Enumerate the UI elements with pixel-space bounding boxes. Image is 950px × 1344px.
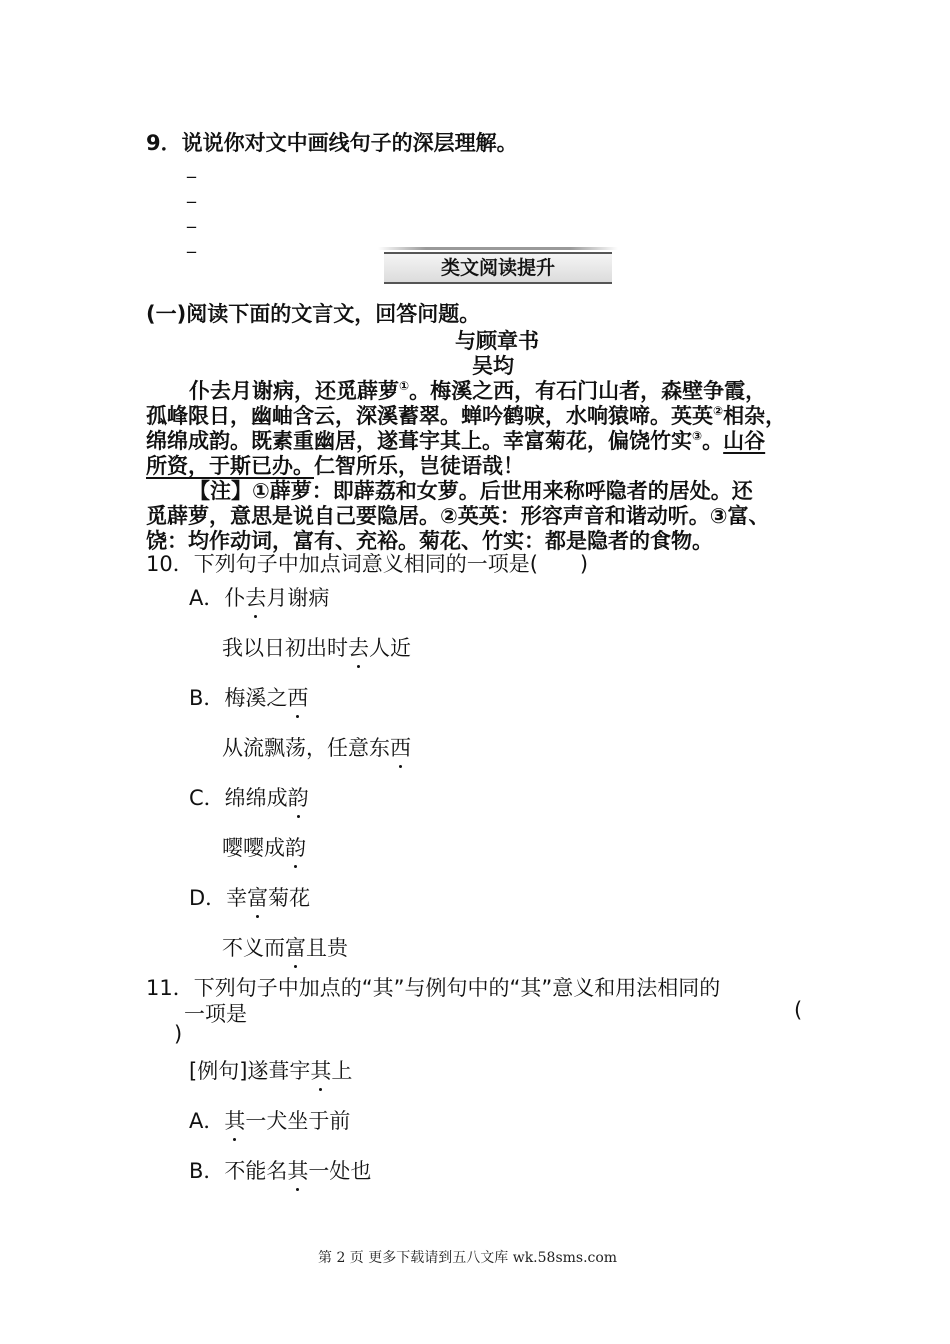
page-footer: 第 2 页 更多下载请到五八文库 wk.58sms.com [318,1250,618,1266]
underlined-sentence: 所资，于斯已办。 [146,454,314,478]
option-c-line-2: 嘤嘤成韵 [222,832,306,862]
section-heading: (一)阅读下面的文言文，回答问题。 [146,302,481,326]
option-d-line-1[interactable]: D．幸富菊花 [189,882,310,912]
option-c-line-1[interactable]: C．绵绵成韵 [189,782,309,812]
option-d-line-2: 不义而富且贵 [222,932,348,962]
note-line-3: 饶：均作动词，富有、充裕。菊花、竹实：都是隐者的食物。 [146,529,713,553]
answer-paren-close: ) [174,1022,183,1046]
question-11: 11．下列句子中加点的“其”与例句中的“其”意义和用法相同的 [146,976,721,1000]
answer-blank-2[interactable]: _ [187,183,196,204]
question-9: 9．说说你对文中画线句子的深层理解。 [146,131,518,155]
footnote-marker: ① [399,379,410,393]
answer-blank-1[interactable]: _ [187,158,196,179]
footnote-marker: ③ [692,429,703,443]
essay-author: 吴均 [472,354,514,378]
example-sentence: [例句]遂葺宇其上 [189,1055,352,1085]
answer-blank-3[interactable]: _ [187,208,196,229]
option-b[interactable]: B．不能名其一处也 [189,1155,371,1185]
essay-line-1: 仆去月谢病，还觅薜萝①。梅溪之西，有石门山者，森壁争霞， [189,379,767,403]
essay-line-2: 孤峰限日，幽岫含云，深溪蓄翠。蝉吟鹤唳，水响猿啼。英英②相杂， [146,404,787,428]
answer-paren-open[interactable]: ( [794,998,803,1022]
footnote-marker: ② [713,404,724,418]
option-b-line-2: 从流飘荡，任意东西 [222,732,411,762]
answer-blank-4[interactable]: _ [187,233,196,254]
question-10: 10．下列句子中加点词意义相同的一项是( ) [146,552,589,576]
note-line-1: 【注】①薜萝：即薜荔和女萝。后世用来称呼隐者的居处。还 [189,479,753,503]
essay-title: 与顾章书 [455,329,539,353]
option-a[interactable]: A．其一犬坐于前 [189,1105,350,1135]
underlined-sentence: 山谷 [723,429,766,453]
question-11-cont: 一项是 [184,1002,247,1026]
essay-line-4: 所资，于斯已办。仁智所乐，岂徒语哉！ [146,454,524,478]
essay-line-3: 绵绵成韵。既素重幽居，遂葺宇其上。幸富菊花，偏饶竹实③。山谷 [146,429,766,453]
option-a-line-2: 我以日初出时去人近 [222,632,411,662]
option-b-line-1[interactable]: B．梅溪之西 [189,682,308,712]
section-banner: 类文阅读提升 [384,252,612,284]
option-a-line-1[interactable]: A．仆去月谢病 [189,582,329,612]
note-line-2: 觅薜萝，意思是说自己要隐居。②英英：形容声音和谐动听。③富、 [146,504,770,528]
